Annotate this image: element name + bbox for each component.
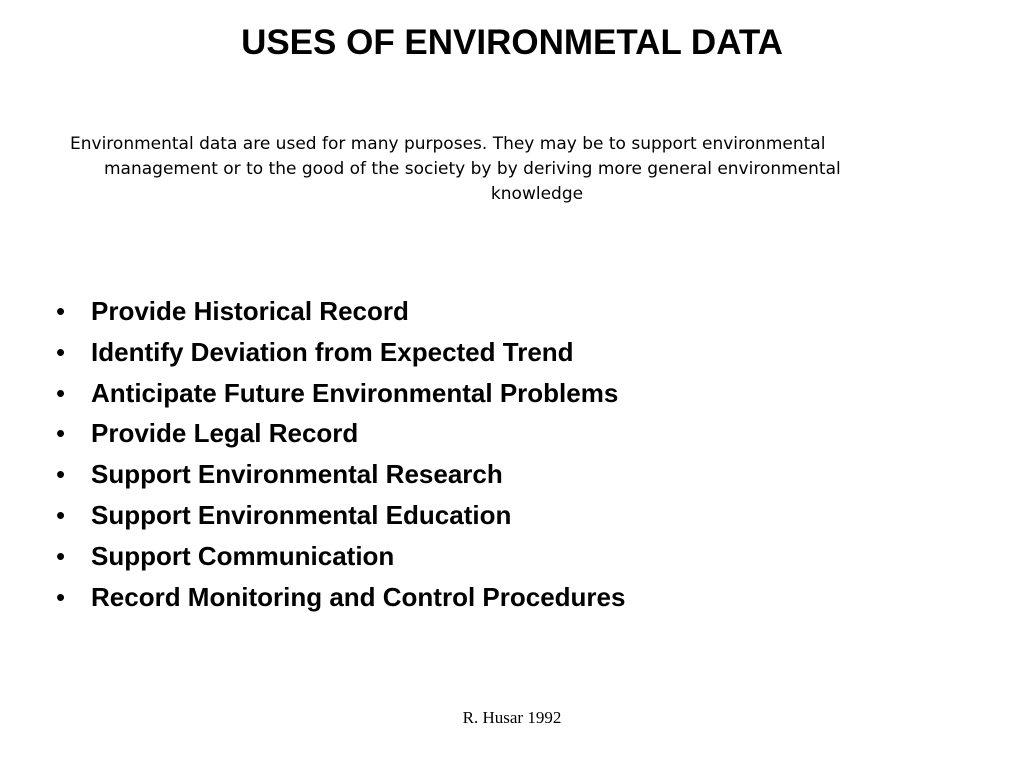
bullet-item-historical-record: [0, 291, 1024, 332]
bullet-text: Support Environmental Research: [91, 459, 503, 490]
bullet-dot-icon: •: [56, 418, 66, 449]
intro-line-2: management or to the good of the society by by deriving more general environmental: [104, 159, 841, 179]
bullet-text: Identify Deviation from Expected Trend: [91, 336, 574, 367]
bullet-item-communication: [0, 536, 1024, 577]
bullet-item-education: [0, 495, 1024, 536]
citation: R. Husar 1992: [462, 708, 562, 727]
bullet-dot-icon: •: [56, 377, 66, 408]
bullet-text: Anticipate Future Environmental Problems: [91, 377, 619, 408]
bullet-dot-icon: •: [56, 296, 66, 326]
bullet-text: Support Environmental Education: [91, 499, 512, 530]
intro-line-1: Environmental data are used for many purposes. They may be to support environmental: [70, 134, 826, 154]
intro-paragraph: [70, 132, 974, 207]
slide-title: USES OF ENVIRONMETAL DATA: [241, 23, 783, 62]
bullet-text: Provide Legal Record: [91, 418, 359, 449]
bullet-dot-icon: •: [56, 459, 66, 490]
intro-line-3: knowledge: [490, 184, 584, 204]
bullet-dot-icon: •: [56, 499, 66, 530]
uses-bullet-list: [0, 291, 1024, 617]
bullet-dot-icon: •: [56, 581, 66, 612]
bullet-text: Support Communication: [91, 540, 395, 571]
bullet-dot-icon: •: [56, 540, 66, 571]
bullet-dot-icon: •: [56, 336, 66, 367]
bullet-item-future-problems: [0, 373, 1024, 414]
bullet-item-legal-record: [0, 413, 1024, 454]
bullet-item-research: [0, 454, 1024, 495]
bullet-item-monitoring: [0, 577, 1024, 618]
bullet-text: Provide Historical Record: [91, 296, 409, 326]
bullet-item-deviation: [0, 332, 1024, 373]
bullet-text: Record Monitoring and Control Procedures: [91, 581, 626, 612]
